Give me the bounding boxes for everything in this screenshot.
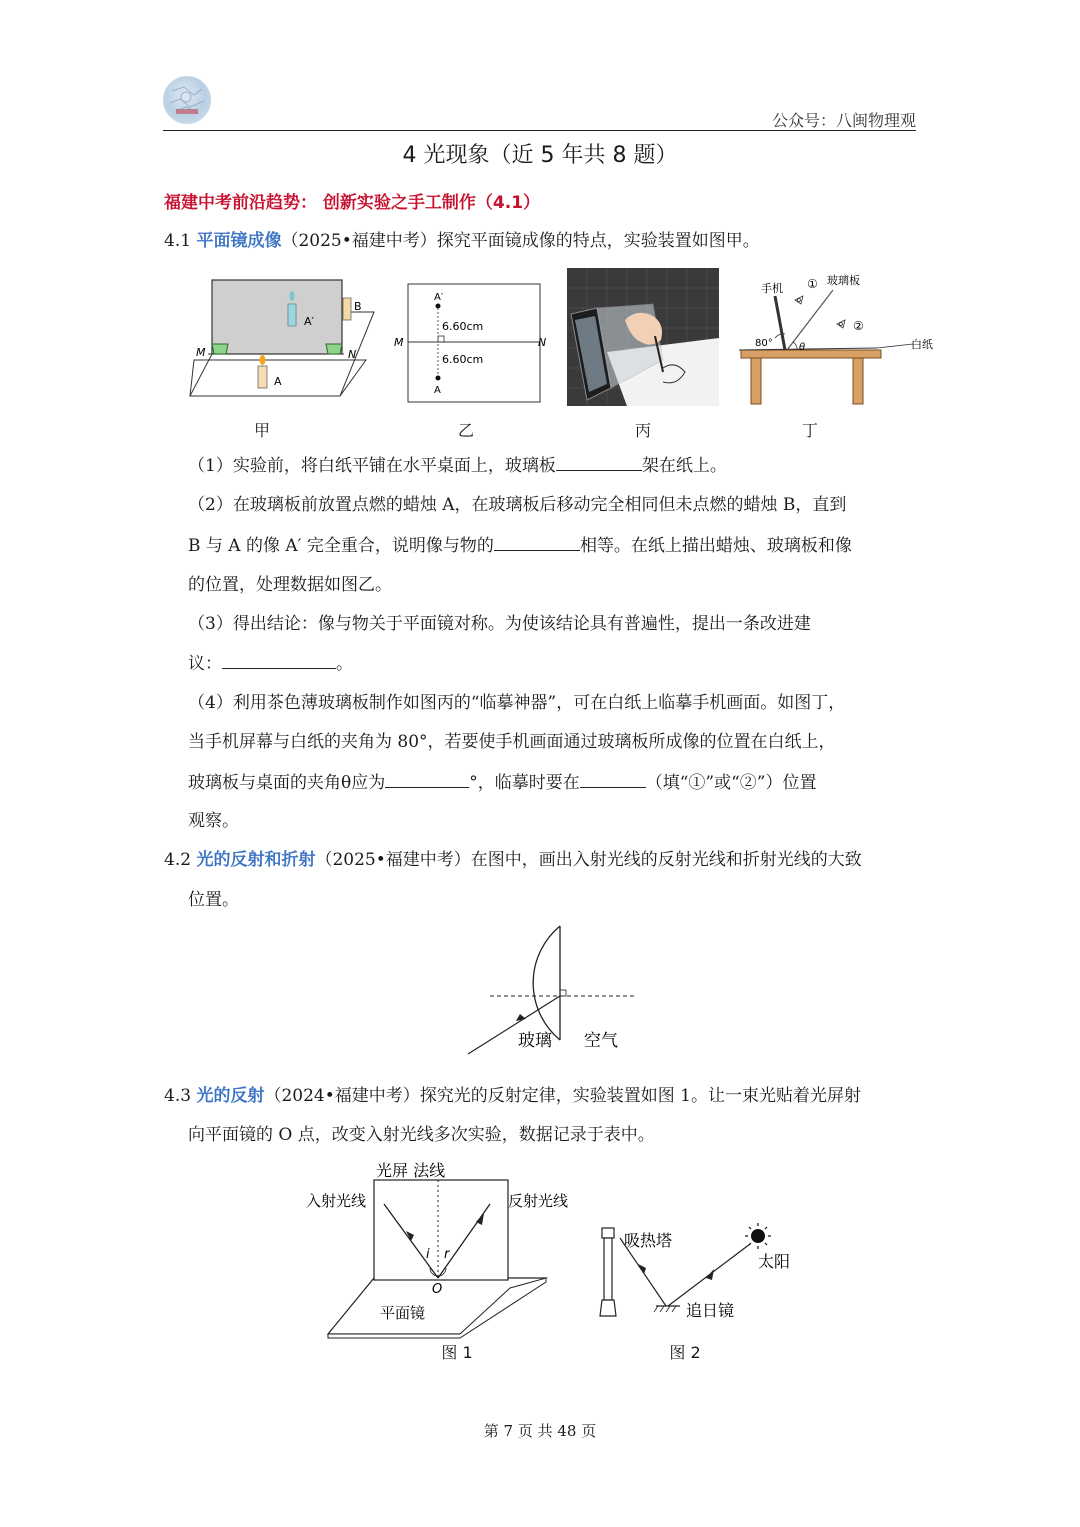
question-4-1-stem [164, 230, 916, 252]
label-a-prime: A′ [434, 292, 444, 303]
figure-yi [392, 282, 552, 406]
figure-ding-caption: 丁 [801, 421, 818, 440]
question-number: 4.1 [164, 231, 197, 251]
label-glass: 玻璃 [518, 1031, 552, 1051]
q41-part2-line3: 的位置，处理数据如图乙。 [188, 575, 392, 595]
label-position-1: ① [807, 277, 818, 291]
question-4-2-line2: 位置。 [188, 890, 239, 910]
label-a-prime: A′ [304, 315, 315, 328]
label-air: 空气 [584, 1031, 618, 1051]
q41-part3-text-end: 。 [336, 654, 353, 674]
label-plane-mirror: 平面镜 [380, 1304, 426, 1322]
question-topic: 光的反射和折射 [196, 850, 316, 870]
label-paper: 白纸 [911, 338, 933, 351]
q41-part2-line1: （2）在玻璃板前放置点燃的蜡烛 A，在玻璃板后移动完全相同但未点燃的蜡烛 B，直到 [188, 495, 847, 515]
figure-yi-caption: 乙 [457, 421, 474, 440]
answer-blank[interactable] [385, 771, 469, 788]
q41-part4-text-end: （填“①”或“②”）位置 [645, 773, 817, 793]
question-4-3-stem [164, 1085, 916, 1107]
q41-part3-text: 议： [188, 654, 222, 674]
answer-blank[interactable] [556, 454, 642, 471]
trend-heading: 福建中考前沿趋势： 创新实验之手工制作（4.1） [164, 193, 541, 213]
label-m: M [394, 336, 404, 349]
figure-2-caption: 图 2 [669, 1343, 701, 1362]
label-b: B [354, 300, 362, 313]
question-4-2-stem [164, 849, 916, 871]
figure-bing-caption: 丙 [634, 421, 651, 440]
label-phone: 手机 [761, 282, 783, 295]
label-80-degree: 80° [755, 338, 773, 349]
q41-part1 [188, 454, 916, 477]
header-divider [163, 130, 916, 131]
answer-blank[interactable] [494, 534, 580, 551]
question-number: 4.2 [164, 850, 197, 870]
label-a: A [434, 385, 441, 396]
q41-part2-text: B 与 A 的像 A′ 完全重合，说明像与物的 [188, 536, 494, 556]
figure-bing-photo [567, 268, 719, 406]
figure-1-reflection [300, 1158, 590, 1340]
q41-part4-line4: 观察。 [188, 811, 239, 831]
label-m: M [196, 346, 206, 359]
label-glass: 玻璃板 [827, 274, 860, 287]
q41-part3-line2 [188, 652, 916, 675]
label-o: O [432, 1282, 443, 1297]
q41-part4-line2: 当手机屏幕与白纸的夹角为 80°，若要使手机画面通过玻璃板所成像的位置在白纸上， [188, 732, 836, 752]
question-topic: 平面镜成像 [196, 231, 282, 251]
figure-2-solar-tower [590, 1212, 810, 1322]
label-n: N [348, 348, 357, 361]
distance-upper: 6.60cm [442, 320, 484, 333]
figure-jia-caption: 甲 [253, 421, 270, 440]
label-incident-ray: 入射光线 [306, 1192, 367, 1210]
q41-part4-line1: （4）利用茶色薄玻璃板制作如图丙的“临摹神器”，可在白纸上临摹手机画面。如图丁， [188, 693, 846, 713]
question-topic: 光的反射 [196, 1086, 265, 1106]
question-source: （2025•福建中考）在图中，画出入射光线的反射光线和折射光线的大致 [315, 850, 862, 870]
label-reflected-ray: 反射光线 [508, 1192, 569, 1210]
label-position-2: ② [853, 319, 864, 333]
label-a: A [274, 375, 282, 388]
question-source: （2025•福建中考）探究平面镜成像的特点，实验装置如图甲。 [281, 231, 760, 251]
q41-part4-text-mid: °，临摹时要在 [469, 773, 580, 793]
logo-icon [163, 76, 211, 124]
q41-part3-line1: （3）得出结论：像与物关于平面镜对称。为使该结论具有普遍性，提出一条改进建 [188, 614, 811, 634]
q41-part1-text: （1）实验前，将白纸平铺在水平桌面上，玻璃板 [188, 456, 556, 476]
label-sun: 太阳 [758, 1252, 791, 1271]
figure-1-caption: 图 1 [441, 1343, 473, 1362]
page-number: 第 7 页 共 48 页 [483, 1422, 597, 1440]
question-4-3-line2: 向平面镜的 O 点，改变入射光线多次实验，数据记录于表中。 [188, 1125, 655, 1145]
account-name: 公众号：八闽物理观 [771, 111, 916, 130]
label-theta: θ [799, 342, 806, 353]
label-i: i [426, 1247, 430, 1262]
label-r: r [444, 1247, 450, 1262]
q41-part4-text: 玻璃板与桌面的夹角θ应为 [188, 773, 386, 793]
label-n: N [538, 336, 547, 349]
answer-blank[interactable] [222, 652, 336, 669]
page-title: 4 光现象（近 5 年共 8 题） [402, 143, 678, 168]
label-screen-normal: 光屏 法线 [376, 1161, 446, 1180]
q41-part2-text-end: 相等。在纸上描出蜡烛、玻璃板和像 [579, 536, 852, 556]
answer-blank[interactable] [580, 771, 646, 788]
figure-ding [735, 268, 945, 408]
figure-semicircle-glass [460, 922, 650, 1062]
label-heat-tower: 吸热塔 [624, 1231, 673, 1250]
label-heliostat: 追日镜 [686, 1301, 735, 1320]
question-number: 4.3 [164, 1086, 197, 1106]
distance-lower: 6.60cm [442, 353, 484, 366]
q41-part2-line2 [188, 534, 916, 557]
figure-jia [188, 272, 378, 402]
question-source: （2024•福建中考）探究光的反射定律，实验装置如图 1。让一束光贴着光屏射 [264, 1086, 861, 1106]
q41-part1-text-end: 架在纸上。 [641, 456, 727, 476]
q41-part4-line3 [188, 771, 916, 794]
